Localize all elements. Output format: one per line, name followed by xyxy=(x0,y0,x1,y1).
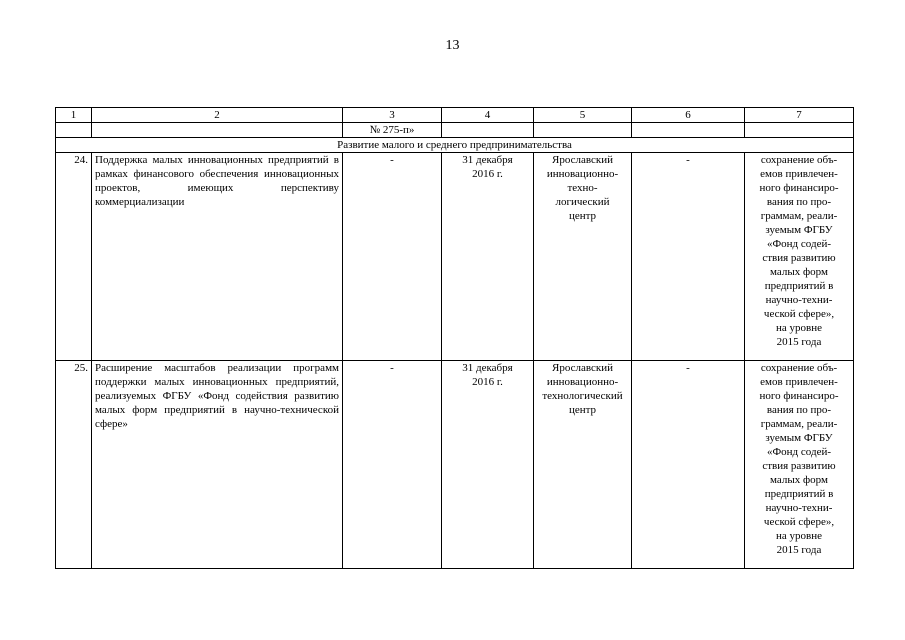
basis-cell: - xyxy=(343,361,442,569)
deadline-line: 2016 г. xyxy=(472,168,503,180)
document-reference: № 275-п» xyxy=(343,123,442,138)
result-line: вания по про- xyxy=(766,196,832,208)
result-line: граммам, реали- xyxy=(760,418,838,430)
executor-line: инновационно- xyxy=(546,168,619,180)
table-row xyxy=(56,153,854,361)
expected-result-cell xyxy=(745,361,854,569)
executor-line: центр xyxy=(568,404,597,416)
column-number-row xyxy=(56,108,854,123)
executor-line: Ярославский xyxy=(552,362,613,374)
funding-cell: - xyxy=(632,153,745,361)
section-row xyxy=(56,138,854,153)
result-line: ного финансиро- xyxy=(759,390,839,402)
deadline-cell xyxy=(442,153,534,361)
result-line: на уровне xyxy=(776,530,822,542)
result-line: ческой сфере», xyxy=(763,308,835,320)
measure-description: Расширение масштабов реализации программ поддержки малых инновационных предприятий, реализуемых ФГБУ «Фонд содействия развитию малых форм предприятий в научно-технической сфере» xyxy=(92,361,343,569)
result-line: ствия развитию xyxy=(762,252,836,264)
column-number: 5 xyxy=(534,108,632,123)
deadline-line: 31 декабря xyxy=(462,362,513,374)
result-line: «Фонд содей- xyxy=(766,238,832,250)
column-number: 2 xyxy=(92,108,343,123)
result-line: 2015 года xyxy=(776,336,822,348)
executor-line: технологический xyxy=(542,390,623,402)
deadline-line: 2016 г. xyxy=(472,376,503,388)
result-line: ческой сфере», xyxy=(763,516,835,528)
continuation-row xyxy=(56,123,854,138)
column-number: 3 xyxy=(343,108,442,123)
result-line: ного финансиро- xyxy=(759,182,839,194)
result-line: вания по про- xyxy=(766,404,832,416)
column-number: 7 xyxy=(745,108,854,123)
executor-line: инновационно- xyxy=(546,376,619,388)
result-line: зуемым ФГБУ xyxy=(765,432,833,444)
deadline-line: 31 декабря xyxy=(462,154,513,166)
result-line: емов привлечен- xyxy=(760,376,838,388)
measure-description: Поддержка малых инновационных предприятий в рамках финансового обеспечения инновационных проектов, имеющих перспективу коммерциализации xyxy=(92,153,343,361)
result-line: на уровне xyxy=(776,322,822,334)
result-line: сохранение объ- xyxy=(760,362,838,374)
result-line: емов привлечен- xyxy=(760,168,838,180)
row-number: 24. xyxy=(56,153,92,361)
executor-line: Ярославский xyxy=(552,154,613,166)
result-line: «Фонд содей- xyxy=(766,446,832,458)
measures-table xyxy=(55,107,854,569)
column-number: 4 xyxy=(442,108,534,123)
result-line: малых форм xyxy=(770,474,828,486)
funding-cell: - xyxy=(632,361,745,569)
column-number: 1 xyxy=(56,108,92,123)
result-line: 2015 года xyxy=(776,544,822,556)
result-line: граммам, реали- xyxy=(760,210,838,222)
basis-cell: - xyxy=(343,153,442,361)
result-line: сохранение объ- xyxy=(760,154,838,166)
result-line: научно-техни- xyxy=(765,294,833,306)
table-row xyxy=(56,361,854,569)
result-line: предприятий в xyxy=(764,488,834,500)
executor-cell xyxy=(534,153,632,361)
column-number: 6 xyxy=(632,108,745,123)
result-line: научно-техни- xyxy=(765,502,833,514)
executor-cell xyxy=(534,361,632,569)
result-line: предприятий в xyxy=(764,280,834,292)
section-title: Развитие малого и среднего предпринимательства xyxy=(56,138,854,153)
result-line: зуемым ФГБУ xyxy=(765,224,833,236)
expected-result-cell xyxy=(745,153,854,361)
row-number: 25. xyxy=(56,361,92,569)
result-line: малых форм xyxy=(770,266,828,278)
executor-line: техно- xyxy=(567,182,598,194)
page-number: 13 xyxy=(445,38,460,53)
result-line: ствия развитию xyxy=(762,460,836,472)
executor-line: центр xyxy=(568,210,597,222)
executor-line: логический xyxy=(555,196,610,208)
deadline-cell xyxy=(442,361,534,569)
